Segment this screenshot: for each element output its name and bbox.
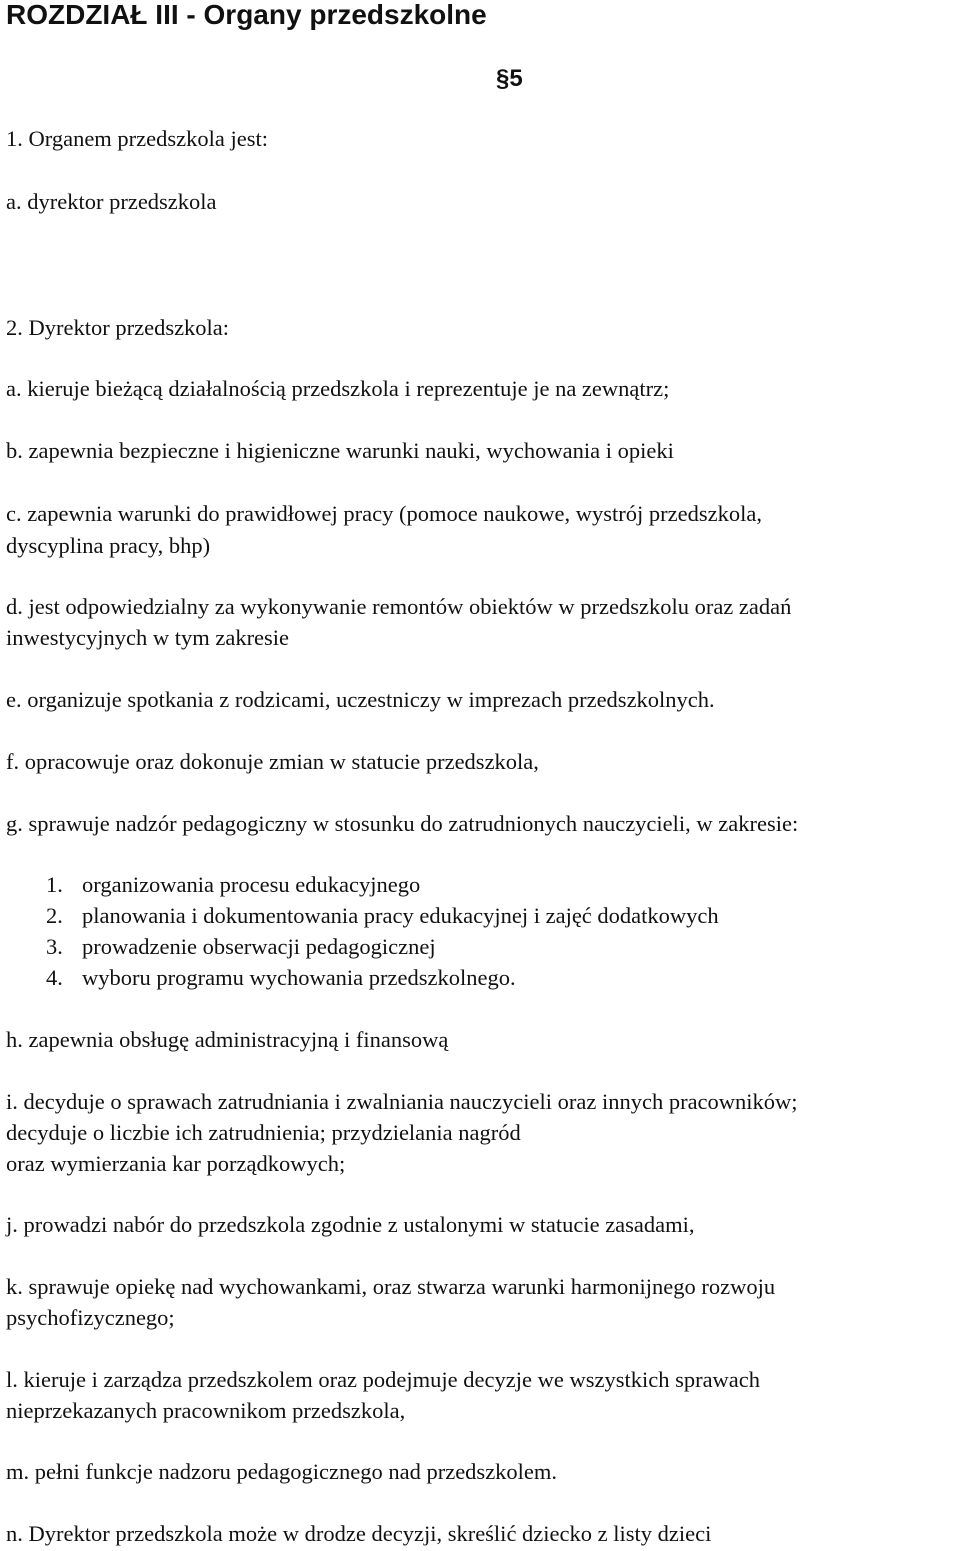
item-b: b. zapewnia bezpieczne i higieniczne warunki nauki, wychowania i opieki [6, 438, 674, 463]
section-number: §5 [496, 65, 523, 92]
item-l-line-2: nieprzekazanych pracownikom przedszkola, [6, 1398, 406, 1423]
sublist-number: 2. [46, 903, 63, 928]
item-e: e. organizuje spotkania z rodzicami, uczestniczy w imprezach przedszkolnych. [6, 687, 715, 712]
chapter-title: ROZDZIAŁ III - Organy przedszkolne [6, 0, 487, 30]
item-k-line-2: psychofizycznego; [6, 1305, 175, 1330]
sublist-item [46, 901, 719, 931]
sublist-text: wyboru programu wychowania przedszkolnego. [82, 965, 516, 990]
item-c-line-1: c. zapewnia warunki do prawidłowej pracy (pomoce naukowe, wystrój przedszkola, [6, 501, 762, 526]
paragraph-1-heading: 1. Organem przedszkola jest: [6, 126, 269, 151]
sublist-text: planowania i dokumentowania pracy edukacyjnej i zajęć dodatkowych [82, 903, 719, 928]
item-d-line-1: d. jest odpowiedzialny za wykonywanie remontów obiektów w przedszkolu oraz zadań [6, 594, 792, 619]
item-i-line-3: oraz wymierzania kar porządkowych; [6, 1151, 346, 1176]
item-g: g. sprawuje nadzór pedagogiczny w stosunku do zatrudnionych nauczycieli, w zakresie: [6, 811, 799, 836]
sublist-item [46, 963, 516, 993]
sublist-number: 3. [46, 934, 63, 959]
item-j: j. prowadzi nabór do przedszkola zgodnie z ustalonymi w statucie zasadami, [6, 1212, 695, 1237]
sublist-number: 1. [46, 872, 63, 897]
item-h: h. zapewnia obsługę administracyjną i finansową [6, 1027, 449, 1052]
item-i-line-1: i. decyduje o sprawach zatrudniania i zwalniania nauczycieli oraz innych pracowników; [6, 1089, 798, 1114]
item-i-line-2: decyduje o liczbie ich zatrudnienia; przydzielania nagród [6, 1120, 521, 1145]
item-l-line-1: l. kieruje i zarządza przedszkolem oraz podejmuje decyzje we wszystkich sprawach [6, 1367, 761, 1392]
item-c-line-2: dyscyplina pracy, bhp) [6, 533, 211, 558]
sublist-text: organizowania procesu edukacyjnego [82, 872, 421, 897]
item-d-line-2: inwestycyjnych w tym zakresie [6, 625, 290, 650]
sublist-number: 4. [46, 965, 63, 990]
item-k-line-1: k. sprawuje opiekę nad wychowankami, oraz stwarza warunki harmonijnego rozwoju [6, 1274, 776, 1299]
sublist-item [46, 932, 436, 962]
paragraph-1-item-a: a. dyrektor przedszkola [6, 189, 217, 214]
item-a: a. kieruje bieżącą działalnością przedszkola i reprezentuje je na zewnątrz; [6, 376, 670, 401]
sublist-text: prowadzenie obserwacji pedagogicznej [82, 934, 436, 959]
paragraph-2-heading: 2. Dyrektor przedszkola: [6, 315, 230, 340]
item-m: m. pełni funkcje nadzoru pedagogicznego nad przedszkolem. [6, 1459, 558, 1484]
item-n: n. Dyrektor przedszkola może w drodze decyzji, skreślić dziecko z listy dzieci [6, 1521, 712, 1546]
item-f: f. opracowuje oraz dokonuje zmian w statucie przedszkola, [6, 749, 539, 774]
sublist-item [46, 870, 420, 900]
